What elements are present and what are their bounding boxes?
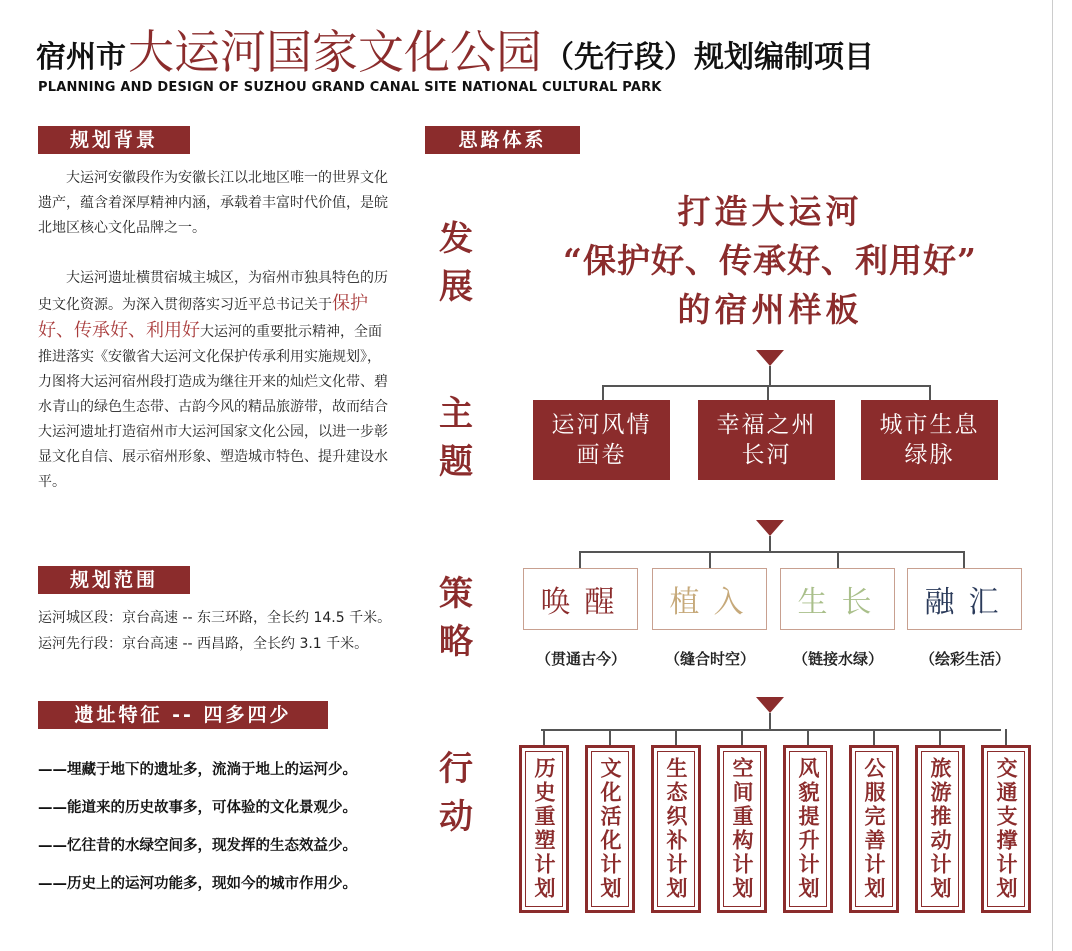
connector-line xyxy=(769,536,771,552)
action-label: 旅游推动计划 xyxy=(928,757,952,901)
strategy-sub: （缝合时空） xyxy=(664,650,755,668)
side-label-development: 发 展 xyxy=(439,219,473,307)
theme-box: 运河风情 画卷 xyxy=(533,400,670,480)
strategy-sub: （绘彩生活） xyxy=(919,650,1010,668)
page-title xyxy=(36,25,874,79)
action-box xyxy=(717,745,767,913)
action-label: 公服完善计划 xyxy=(862,757,886,901)
connector-line xyxy=(675,729,677,746)
action-box xyxy=(849,745,899,913)
connector-line xyxy=(741,729,743,746)
connector-line xyxy=(609,729,611,746)
action-box-inner xyxy=(987,751,1025,907)
system-heading: 思路体系 xyxy=(425,126,580,154)
connector-line xyxy=(929,385,931,401)
background-para-2-b: 大运河的重要批示精神，全面推进落实《安徽省大运河文化保护传承利用实施规划》，力图将大运河宿州段打造成为继往开来的灿烂文化带、碧水青山的绿色生态带、古韵今风的精品旅游带，故而结合大运河遗址打造宿州市大运河国家文化公园，以进一步彰显文化自信、展示宿州形象、塑造城市特色、提升建设水平。 xyxy=(38,324,388,490)
slogan-line-2: “保护好、传承好、利用好” xyxy=(563,241,977,280)
theme-box: 幸福之州 长河 xyxy=(698,400,835,480)
action-label: 风貌提升计划 xyxy=(796,757,820,901)
connector-line xyxy=(602,385,604,401)
action-label: 空间重构计划 xyxy=(730,757,754,901)
slogan-line-1: 打造大运河 xyxy=(677,192,863,231)
connector-line xyxy=(579,551,581,568)
scope-line-2: 运河先行段：京台高速 -- 西昌路，全长约 3.1 千米。 xyxy=(38,636,369,652)
strategy-sub: （链接水绿） xyxy=(792,650,883,668)
connector-line xyxy=(939,729,941,746)
page-subtitle: PLANNING AND DESIGN OF SUZHOU GRAND CANAL SITE NATIONAL CULTURAL PARK xyxy=(38,80,662,95)
strategy-box xyxy=(523,568,638,630)
action-box-inner xyxy=(591,751,629,907)
action-box-inner xyxy=(723,751,761,907)
action-box xyxy=(585,745,635,913)
strategy-label: 生长 xyxy=(797,585,886,620)
background-para-1: 大运河安徽段作为安徽长江以北地区唯一的世界文化遗产，蕴含着深厚精神内涵，承载着丰富时代价值，是皖北地区核心文化品牌之一。 xyxy=(38,170,388,236)
connector-line xyxy=(807,729,809,746)
action-box xyxy=(651,745,701,913)
side-label-action: 行 动 xyxy=(439,749,473,837)
action-label: 历史重塑计划 xyxy=(532,757,556,901)
side-label-theme: 主 题 xyxy=(439,394,473,482)
action-box-inner xyxy=(921,751,959,907)
feature-item: ——历史上的运河功能多，现如今的城市作用少。 xyxy=(38,876,357,892)
background-para-2 xyxy=(38,266,388,495)
scope-heading: 规划范围 xyxy=(38,566,190,594)
title-prefix: 宿州市 xyxy=(36,40,126,75)
action-box-inner xyxy=(855,751,893,907)
action-box-inner xyxy=(525,751,563,907)
arrow-down-icon xyxy=(756,697,784,713)
connector-line xyxy=(873,729,875,746)
action-box xyxy=(783,745,833,913)
action-box xyxy=(915,745,965,913)
connector-line xyxy=(709,551,711,568)
background-highlight: 保护好、传承好、利用好 xyxy=(38,293,368,341)
connector-line xyxy=(1005,729,1007,746)
strategy-sub: （贯通古今） xyxy=(535,650,626,668)
connector-line xyxy=(769,366,771,386)
feature-item: ——能道来的历史故事多，可体验的文化景观少。 xyxy=(38,800,357,816)
theme-box: 城市生息 绿脉 xyxy=(861,400,998,480)
arrow-down-icon xyxy=(756,520,784,536)
action-box xyxy=(519,745,569,913)
action-box xyxy=(981,745,1031,913)
scope-line-1: 运河城区段：京台高速 -- 东三环路，全长约 14.5 千米。 xyxy=(38,610,392,626)
action-box-inner xyxy=(789,751,827,907)
connector-line xyxy=(837,551,839,568)
side-label-strategy: 策 略 xyxy=(439,574,473,662)
strategy-box xyxy=(907,568,1022,630)
connector-line xyxy=(769,713,771,730)
features-heading: 遗址特征 -- 四多四少 xyxy=(38,701,328,729)
connector-line xyxy=(543,729,545,746)
strategy-label: 唤醒 xyxy=(540,585,629,620)
connector-line xyxy=(767,385,769,401)
slogan-line-3: 的宿州样板 xyxy=(677,290,863,329)
background-para-2-a: 大运河遗址横贯宿城主城区，为宿州市独具特色的历史文化资源。为深入贯彻落实习近平总书记关于 xyxy=(38,270,388,313)
strategy-box xyxy=(652,568,767,630)
title-main: 大运河国家文化公园 xyxy=(128,25,542,79)
action-label: 生态织补计划 xyxy=(664,757,688,901)
feature-item: ——忆往昔的水绿空间多，现发挥的生态效益少。 xyxy=(38,838,357,854)
action-box-inner xyxy=(657,751,695,907)
feature-item: ——埋藏于地下的遗址多，流淌于地上的运河少。 xyxy=(38,762,357,778)
action-label: 文化活化计划 xyxy=(598,757,622,901)
strategy-box xyxy=(780,568,895,630)
background-heading: 规划背景 xyxy=(38,126,190,154)
connector-line xyxy=(579,551,965,553)
arrow-down-icon xyxy=(756,350,784,366)
strategy-label: 融汇 xyxy=(924,585,1013,620)
strategy-label: 植入 xyxy=(669,585,758,620)
connector-line xyxy=(963,551,965,568)
page-edge-divider xyxy=(1052,0,1053,951)
title-suffix: （先行段）规划编制项目 xyxy=(544,40,874,75)
action-label: 交通支撑计划 xyxy=(994,757,1018,901)
